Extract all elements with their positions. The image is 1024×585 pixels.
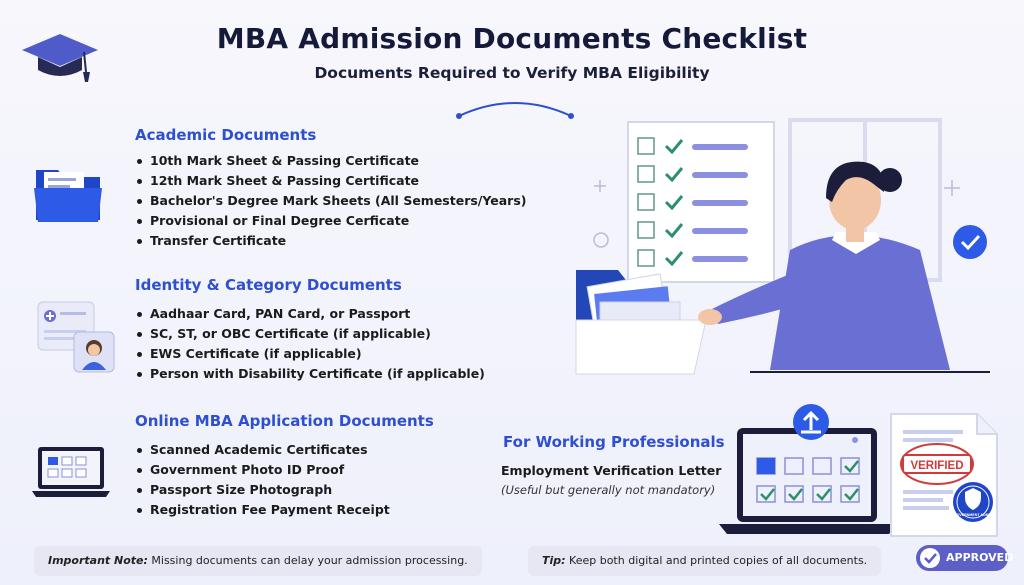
online-list <box>135 440 390 520</box>
approved-badge-label: APPROVED <box>946 551 1014 564</box>
list-item: Provisional or Final Degree Cerficate <box>135 211 527 231</box>
employment-letter-label: Employment Verification Letter <box>501 463 722 478</box>
employment-letter-note: (Useful but generally not mandatory) <box>501 483 716 497</box>
list-item: 10th Mark Sheet & Passing Certificate <box>135 151 527 171</box>
list-item: SC, ST, or OBC Certificate (if applicable) <box>135 324 485 344</box>
tip-text: Keep both digital and printed copies of all documents. <box>565 554 868 567</box>
identity-list <box>135 304 485 384</box>
tip-label: Tip: <box>542 554 566 567</box>
list-item: Person with Disability Certificate (if applicable) <box>135 364 485 384</box>
important-note-bar <box>34 546 482 576</box>
approved-badge <box>916 545 1014 571</box>
section-title-online: Online MBA Application Documents <box>135 412 434 430</box>
list-item: Scanned Academic Certificates <box>135 440 390 460</box>
id-card-icon <box>36 300 120 380</box>
list-item: Registration Fee Payment Receipt <box>135 500 390 520</box>
important-note-label: Important Note: <box>48 554 148 567</box>
list-item: EWS Certificate (if applicable) <box>135 344 485 364</box>
list-item: Aadhaar Card, PAN Card, or Passport <box>135 304 485 324</box>
section-title-identity: Identity & Category Documents <box>135 276 402 294</box>
academic-list <box>135 151 527 251</box>
tip-bar <box>528 546 881 576</box>
check-badge-icon <box>920 548 940 568</box>
page-title: MBA Admission Documents Checklist <box>216 22 808 55</box>
folder-icon <box>32 160 104 230</box>
seal-text: GOVERNMENT ADMIN <box>953 513 993 517</box>
important-note-text: Missing documents can delay your admission processing. <box>147 554 468 567</box>
section-title-working-professionals: For Working Professionals <box>503 433 725 451</box>
list-item: Passport Size Photograph <box>135 480 390 500</box>
list-item: Bachelor's Degree Mark Sheets (All Semesters/Years) <box>135 191 527 211</box>
person-filing-illustration <box>570 110 1010 375</box>
list-item: Government Photo ID Proof <box>135 460 390 480</box>
laptop-icon <box>32 445 112 505</box>
page-subtitle: Documents Required to Verify MBA Eligibility <box>314 64 710 82</box>
decorative-divider <box>455 98 575 122</box>
laptop-verified-illustration <box>715 402 1015 538</box>
verified-stamp-text: VERIFIED <box>910 460 964 472</box>
list-item: 12th Mark Sheet & Passing Certificate <box>135 171 527 191</box>
list-item: Transfer Certificate <box>135 231 527 251</box>
section-title-academic: Academic Documents <box>135 126 317 144</box>
